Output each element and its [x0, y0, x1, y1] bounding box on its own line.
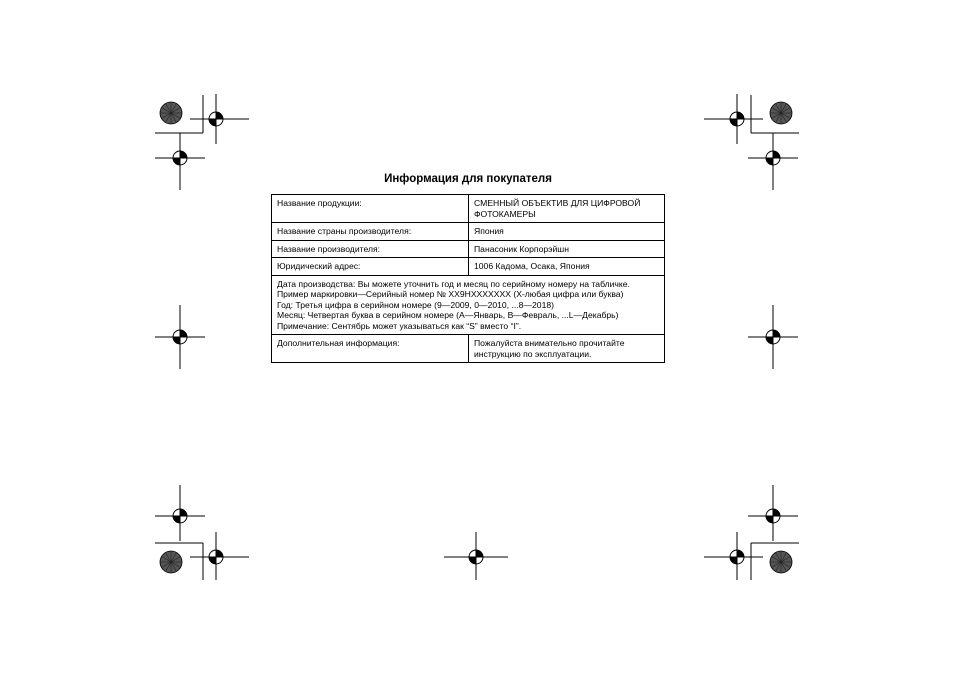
date-info-line: Примечание: Сентябрь может указываться как “S” вместо “I”.	[277, 320, 522, 331]
color-wheel-icon	[160, 102, 182, 124]
production-date-info	[272, 275, 665, 335]
table-row	[272, 223, 665, 241]
legal-address-value: 1006 Кадома, Осака, Япония	[469, 258, 665, 276]
country-label: Название страны производителя:	[272, 223, 469, 241]
date-info-line: Год: Третья цифра в серийном номере (9—2009, 0—2010, ...8—2018)	[277, 299, 554, 310]
legal-address-label: Юридический адрес:	[272, 258, 469, 276]
color-wheel-icon	[770, 102, 792, 124]
table-row	[272, 335, 665, 363]
product-name-label: Название продукции:	[272, 195, 469, 223]
additional-info-label: Дополнительная информация:	[272, 335, 469, 363]
table-row	[272, 195, 665, 223]
date-info-line: Дата производства: Вы можете уточнить год и месяц по серийному номеру на табличке.	[277, 278, 630, 289]
table-row	[272, 240, 665, 258]
customer-info-table	[271, 194, 665, 363]
date-info-line: Пример маркировки—Серийный номер № XX9HXXXXXXX (X-любая цифра или буква)	[277, 289, 624, 299]
table-row	[272, 258, 665, 276]
date-info-line: Месяц: Четвертая буква в серийном номере (A—Январь, B—Февраль, ...L—Декабрь)	[277, 310, 619, 320]
country-value: Япония	[469, 223, 665, 241]
product-name-value: СМЕННЫЙ ОБЪЕКТИВ ДЛЯ ЦИФРОВОЙ ФОТОКАМЕРЫ	[469, 195, 665, 223]
manufacturer-value: Панасоник Корпорэйшн	[469, 240, 665, 258]
table-row	[272, 275, 665, 335]
manufacturer-label: Название производителя:	[272, 240, 469, 258]
color-wheel-icon	[160, 551, 182, 573]
page-title: Информация для покупателя	[384, 173, 552, 185]
color-wheel-icon	[770, 551, 792, 573]
additional-info-value: Пожалуйста внимательно прочитайте инструкцию по эксплуатации.	[469, 335, 665, 363]
